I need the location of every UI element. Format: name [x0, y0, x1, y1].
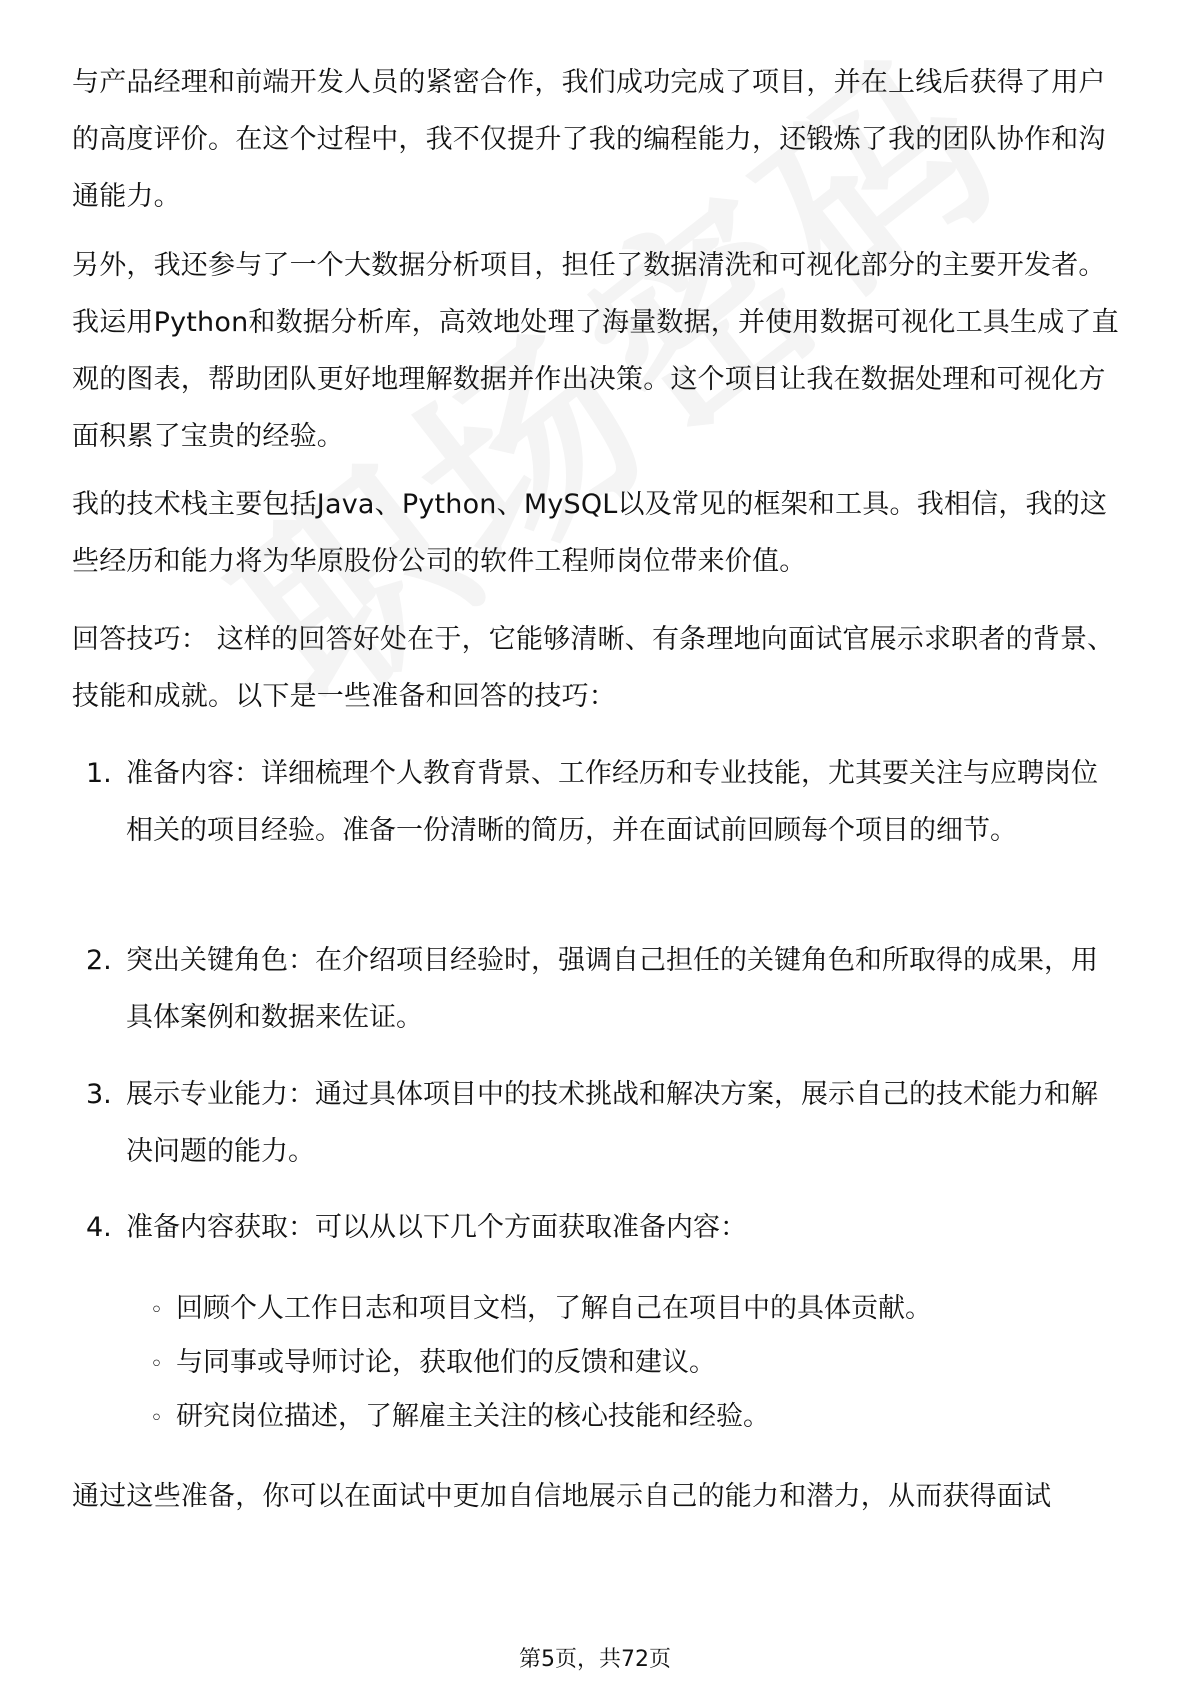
list-number: 1. [86, 758, 112, 789]
sub-list-item [150, 1280, 1110, 1339]
bullet-marker: ◦ [150, 1352, 163, 1377]
list-item [72, 1199, 1122, 1256]
list-number: 3. [86, 1079, 112, 1110]
paragraph-answer-tips: 回答技巧： 这样的回答好处在于，它能够清晰、有条理地向面试官展示求职者的背景、技能和成就。以下是一些准备和回答的技巧： [72, 624, 1115, 712]
page-number-footer: 第5页，共72页 [519, 1647, 671, 1672]
list-number: 2. [86, 945, 112, 976]
list-item-text: 突出关键角色：在介绍项目经验时，强调自己担任的关键角色和所取得的成果，用具体案例和数据来佐证。 [126, 945, 1098, 1033]
list-item-text: 展示专业能力：通过具体项目中的技术挑战和解决方案，展示自己的技术能力和解决问题的能力。 [126, 1079, 1098, 1167]
list-number: 4. [86, 1212, 112, 1243]
sub-list-item [150, 1388, 1110, 1447]
list-item [72, 932, 1122, 1046]
sub-list-item [150, 1334, 1110, 1393]
sub-list-item-text: 回顾个人工作日志和项目文档，了解自己在项目中的具体贡献。 [176, 1293, 932, 1324]
list-item [72, 1066, 1122, 1180]
bullet-marker: ◦ [150, 1298, 163, 1323]
paragraph-bigdata-project: 另外，我还参与了一个大数据分析项目，担任了数据清洗和可视化部分的主要开发者。我运用Python和数据分析库，高效地处理了海量数据，并使用数据可视化工具生成了直观的图表，帮助团队更好地理解数据并作出决策。这个项目让我在数据处理和可视化方面积累了宝贵的经验。 [72, 250, 1119, 452]
paragraph-conclusion: 通过这些准备，你可以在面试中更加自信地展示自己的能力和潜力，从而获得面试 [72, 1481, 1052, 1512]
sub-list-item-text: 与同事或导师讨论，获取他们的反馈和建议。 [176, 1347, 716, 1378]
list-item [72, 745, 1122, 859]
paragraph-tech-stack: 我的技术栈主要包括Java、Python、MySQL以及常见的框架和工具。我相信，我的这些经历和能力将为华原股份公司的软件工程师岗位带来价值。 [72, 489, 1108, 577]
bullet-marker: ◦ [150, 1406, 163, 1431]
list-item-text: 准备内容：详细梳理个人教育背景、工作经历和专业技能，尤其要关注与应聘岗位相关的项目经验。准备一份清晰的简历，并在面试前回顾每个项目的细节。 [126, 758, 1098, 846]
sub-list-item-text: 研究岗位描述，了解雇主关注的核心技能和经验。 [176, 1401, 770, 1432]
paragraph-teamwork: 与产品经理和前端开发人员的紧密合作，我们成功完成了项目，并在上线后获得了用户的高度评价。在这个过程中，我不仅提升了我的编程能力，还锻炼了我的团队协作和沟通能力。 [72, 67, 1106, 212]
list-item-text: 准备内容获取：可以从以下几个方面获取准备内容： [126, 1212, 747, 1243]
